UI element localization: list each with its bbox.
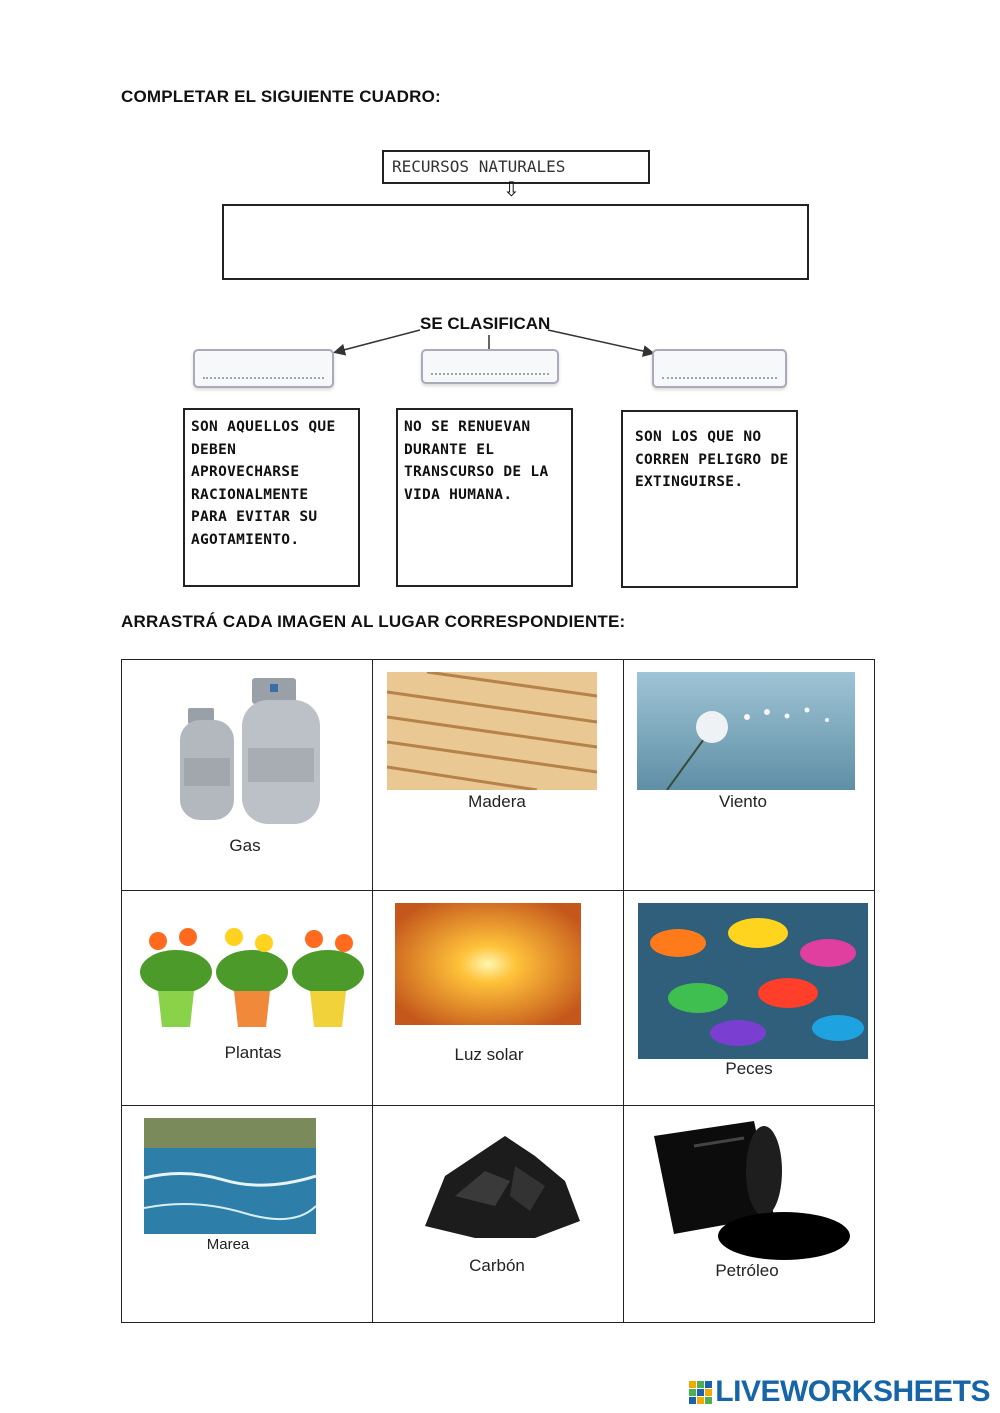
liveworksheets-logo-text: LIVEWORKSHEETS [715,1375,990,1408]
grid-cell-plantas[interactable] [122,891,373,1106]
natural-resources-label: RECURSOS NATURALES [392,157,566,176]
description-box-1 [183,408,360,587]
answer-field-inexhaustible[interactable] [652,349,787,388]
description-text-3: SON LOS QUE NO CORREN PELIGRO DE EXTINGUIRSE. [635,429,789,490]
description-text-2: NO SE RENUEVAN DURANTE EL TRANSCURSO DE LA VIDA HUMANA. [404,419,549,503]
arrow-left [336,330,420,352]
instruction-heading-complete: COMPLETAR EL SIGUIENTE CUADRO: [121,87,441,106]
grid-cell-madera[interactable] [373,660,624,891]
image-grid [121,659,875,1323]
wood-planks-image[interactable] [387,672,597,790]
tide-image[interactable] [144,1118,316,1234]
sunlight-image[interactable] [395,903,581,1025]
description-box-3 [621,410,798,588]
down-arrow-icon: ⇩ [503,179,520,201]
liveworksheets-logo-icon [689,1381,712,1404]
label-gas: Gas [229,836,261,855]
grid-cell-luz-solar[interactable] [373,891,624,1106]
grid-cell-viento[interactable] [624,660,875,891]
dandelion-wind-image[interactable] [637,672,855,790]
label-madera: Madera [468,792,526,811]
description-box-2 [396,408,573,587]
grid-cell-marea[interactable] [122,1106,373,1323]
oil-barrel-image[interactable] [644,1116,850,1266]
label-carbon: Carbón [469,1256,525,1275]
label-marea: Marea [206,1236,250,1253]
label-peces: Peces [725,1059,773,1078]
label-viento: Viento [719,792,767,811]
label-plantas: Plantas [224,1043,282,1062]
instruction-heading-drag: ARRASTRÁ CADA IMAGEN AL LUGAR CORRESPONDIENTE: [121,612,626,631]
classify-label: SE CLASIFICAN [420,314,551,333]
gas-cylinders-image[interactable] [162,678,332,838]
liveworksheets-logo [689,1375,990,1409]
grid-cell-peces[interactable] [624,891,875,1106]
label-luz-solar: Luz solar [454,1045,524,1064]
answer-field-renewable[interactable] [193,349,334,388]
coal-image[interactable] [415,1126,585,1242]
description-text-1: SON AQUELLOS QUE DEBEN APROVECHARSE RACIONALMENTE PARA EVITAR SU AGOTAMIENTO. [191,419,336,548]
grid-cell-petroleo[interactable] [624,1106,875,1323]
potted-plants-image[interactable] [138,927,366,1037]
label-petroleo: Petróleo [715,1261,779,1280]
answer-field-non-renewable[interactable] [421,349,559,384]
grid-cell-gas[interactable] [122,660,373,891]
fish-image[interactable] [638,903,868,1059]
grid-cell-carbon[interactable] [373,1106,624,1323]
arrow-right [548,330,652,353]
